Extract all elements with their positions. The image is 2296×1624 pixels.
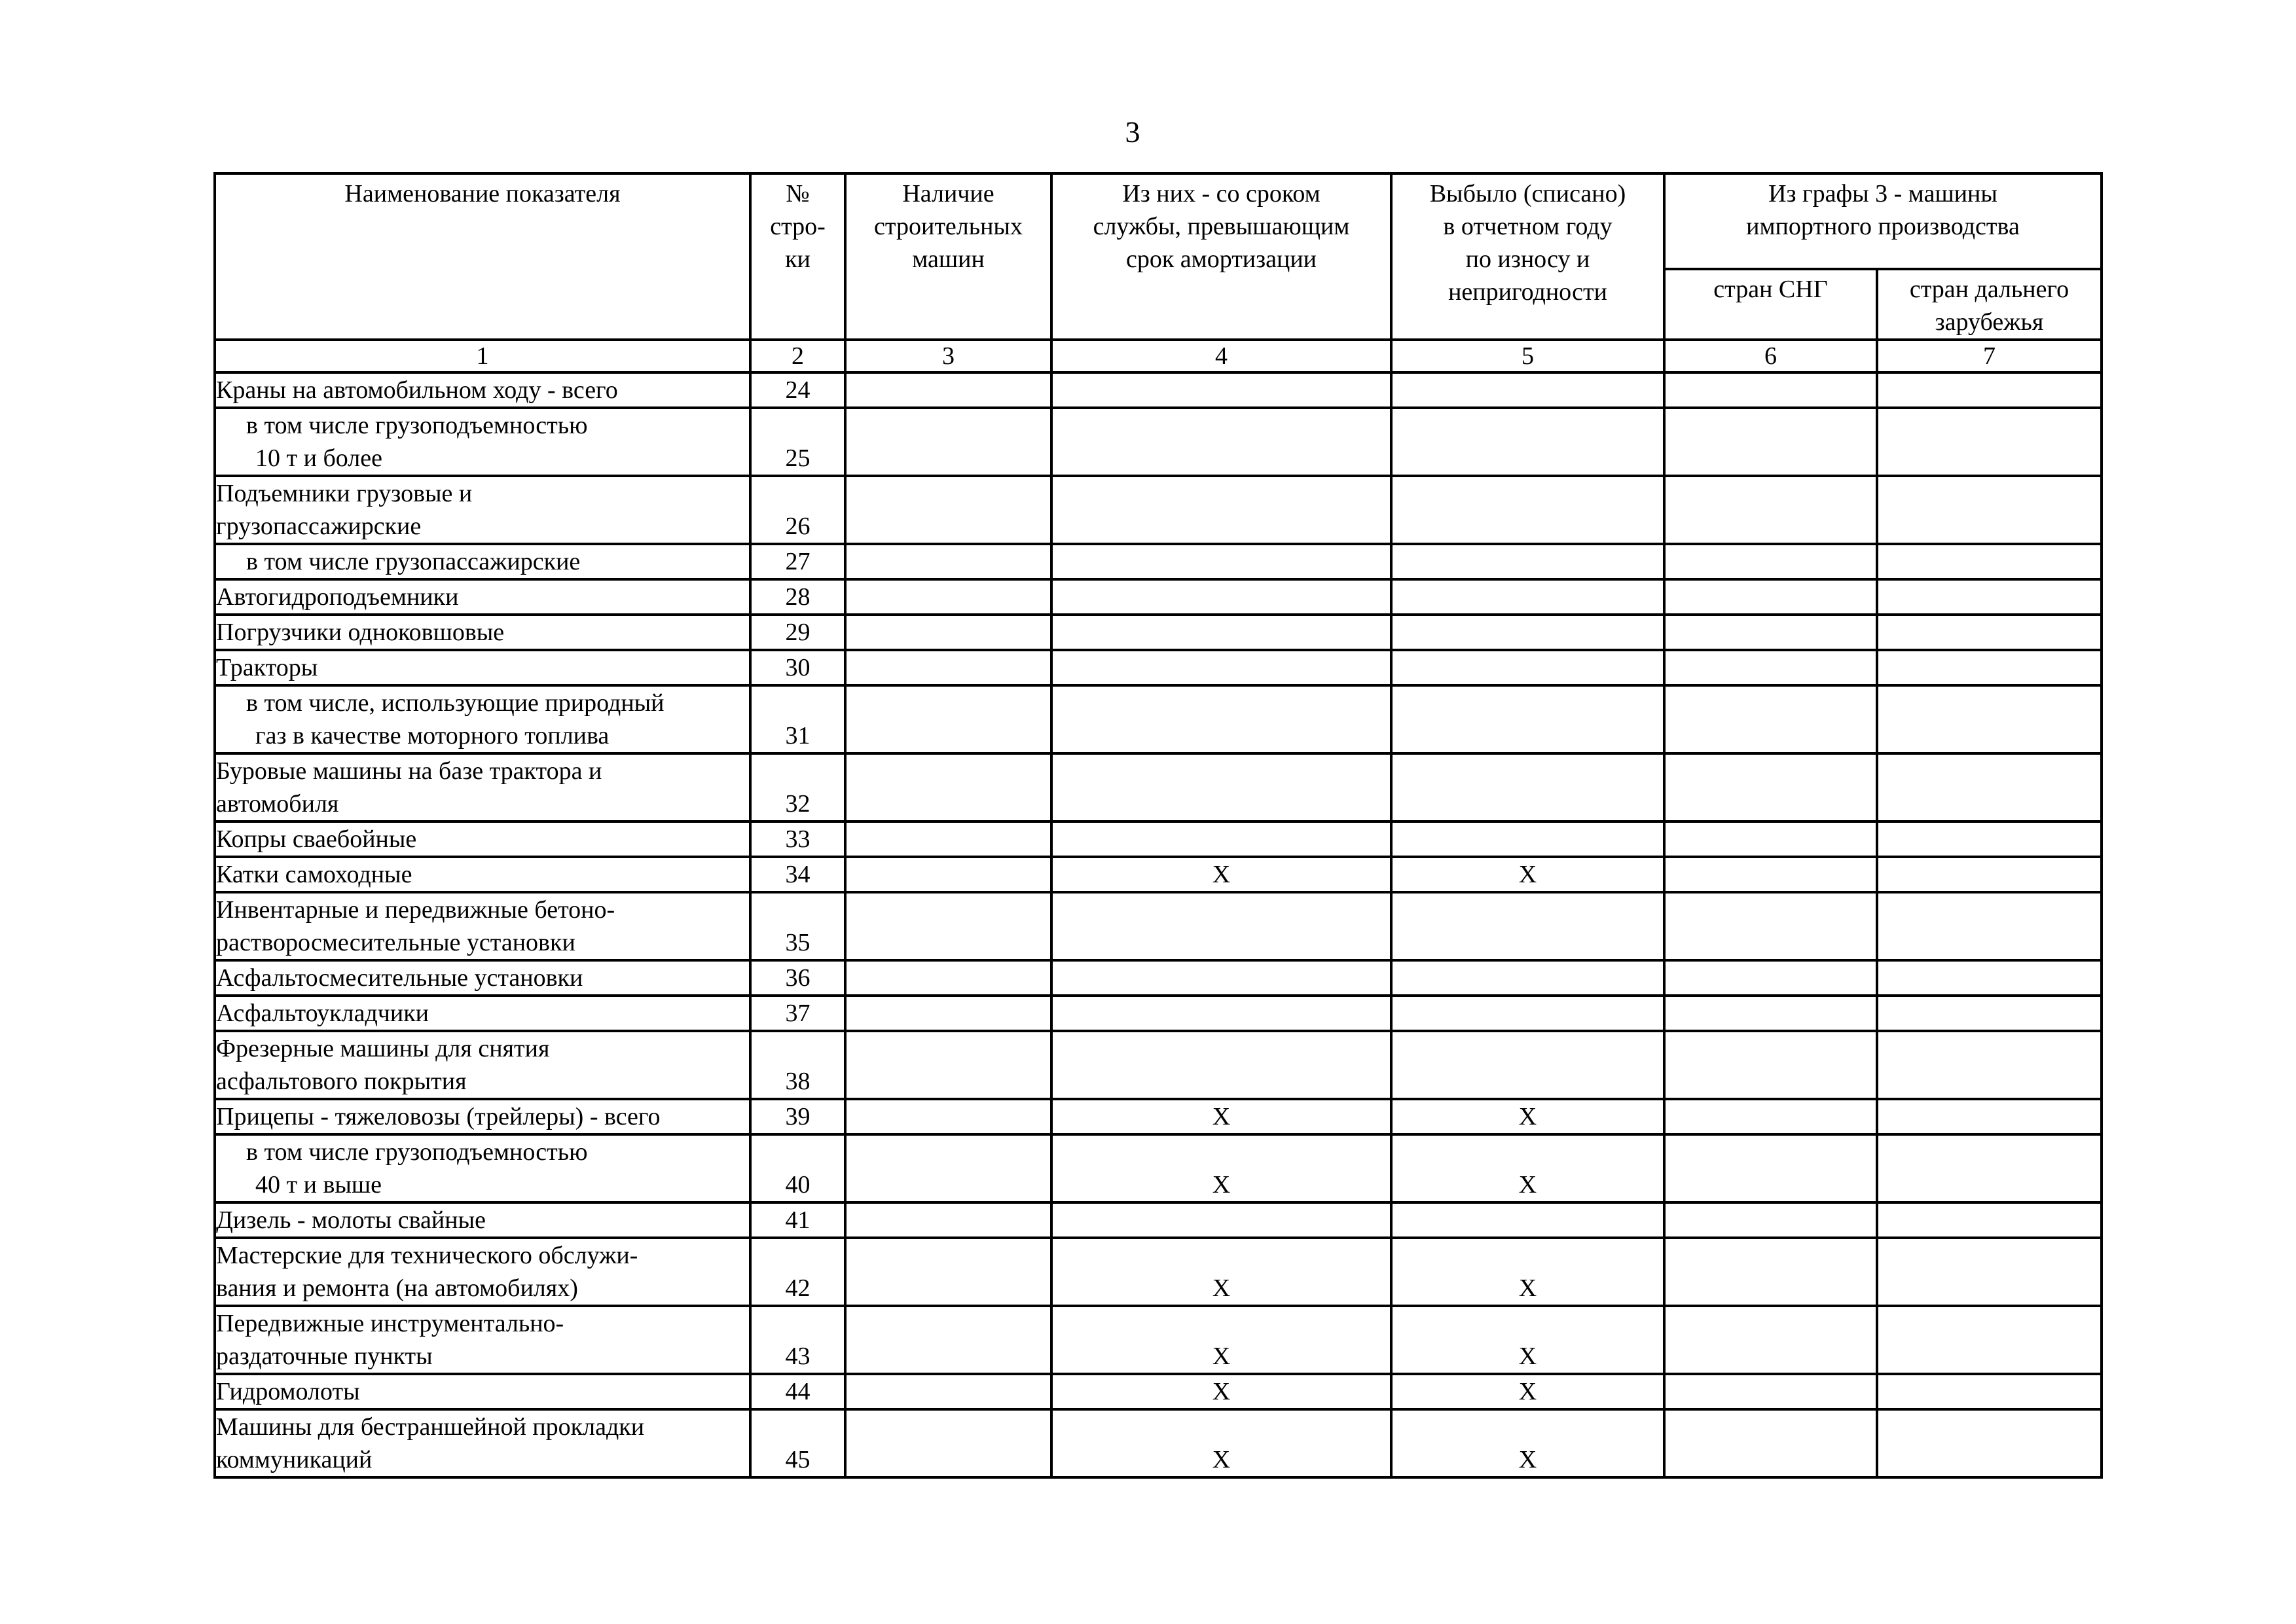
value-cell-col5[interactable]: [1391, 996, 1664, 1031]
row-number-cell: 41: [750, 1202, 845, 1238]
indicator-name-line: вания и ремонта (на автомобилях): [216, 1274, 578, 1302]
row-number-cell: 37: [750, 996, 845, 1031]
row-number-cell: 39: [750, 1099, 845, 1134]
machinery-form-table: [213, 172, 2103, 1479]
row-number-cell: 40: [750, 1134, 845, 1202]
table-row: [215, 821, 2102, 857]
header-line: зарубежья: [1935, 308, 2044, 336]
indicator-name-line: Тракторы: [216, 654, 318, 681]
indicator-name-line: 40 т и выше: [255, 1171, 382, 1199]
value-cell-col4[interactable]: [1051, 753, 1391, 821]
indicator-name-cell: [215, 1374, 750, 1409]
table-row: [215, 1306, 2102, 1374]
value-cell-col5[interactable]: [1391, 1031, 1664, 1099]
value-cell-col7[interactable]: [1877, 1238, 2102, 1306]
table-row: [215, 857, 2102, 892]
value-cell-col6[interactable]: [1664, 685, 1877, 753]
indicator-name-line: автомобиля: [216, 790, 339, 818]
value-cell-col4[interactable]: [1051, 650, 1391, 685]
indicator-name-line: асфальтового покрытия: [216, 1068, 467, 1095]
value-cell-col7[interactable]: [1877, 1409, 2102, 1477]
header-machines-available: [845, 173, 1051, 340]
column-number: 5: [1391, 340, 1664, 372]
indicator-name-line: Подъемники грузовые и: [216, 480, 473, 507]
value-cell-col6[interactable]: [1664, 1409, 1877, 1477]
value-cell-col3[interactable]: [845, 1306, 1051, 1374]
value-cell-col4[interactable]: [1051, 996, 1391, 1031]
value-cell-col5[interactable]: [1391, 372, 1664, 408]
value-cell-col5[interactable]: [1391, 1202, 1664, 1238]
indicator-name-line: Инвентарные и передвижные бетоно-: [216, 896, 615, 924]
value-cell-col7[interactable]: [1877, 857, 2102, 892]
header-line: срок амортизации: [1125, 245, 1317, 273]
header-line: стро-: [770, 213, 826, 240]
value-cell-col5[interactable]: [1391, 408, 1664, 476]
value-cell-col4[interactable]: X: [1051, 1134, 1391, 1202]
header-line: стран дальнего: [1909, 276, 2069, 303]
value-cell-col5[interactable]: X: [1391, 1306, 1664, 1374]
value-cell-col5[interactable]: [1391, 615, 1664, 650]
indicator-name-line: растворосмесительные установки: [216, 929, 575, 956]
value-cell-col6[interactable]: [1664, 615, 1877, 650]
header-line: по износу и: [1465, 245, 1590, 273]
header-line: Наличие: [902, 180, 994, 208]
value-cell-col4[interactable]: X: [1051, 1238, 1391, 1306]
row-number-cell: 35: [750, 892, 845, 960]
row-number-cell: 36: [750, 960, 845, 996]
indicator-name-line: газ в качестве моторного топлива: [255, 722, 610, 749]
indicator-name-line: Асфальтоукладчики: [216, 1000, 429, 1027]
header-written-off: [1391, 173, 1664, 340]
indicator-name-line: Автогидроподъемники: [216, 583, 459, 611]
value-cell-col4[interactable]: X: [1051, 857, 1391, 892]
column-number: 6: [1664, 340, 1877, 372]
header-line: ки: [785, 245, 811, 273]
value-cell-col5[interactable]: [1391, 476, 1664, 544]
row-number-cell: 29: [750, 615, 845, 650]
row-number-cell: 33: [750, 821, 845, 857]
indicator-name-cell: [215, 1099, 750, 1134]
value-cell-col6[interactable]: [1664, 372, 1877, 408]
value-cell-col4[interactable]: [1051, 1031, 1391, 1099]
value-cell-col6[interactable]: [1664, 821, 1877, 857]
indicator-name-line: Фрезерные машины для снятия: [216, 1035, 550, 1062]
value-cell-col7[interactable]: [1877, 1306, 2102, 1374]
value-cell-col3[interactable]: [845, 1409, 1051, 1477]
header-line: в отчетном году: [1443, 213, 1613, 240]
value-cell-col5[interactable]: [1391, 821, 1664, 857]
value-cell-col5[interactable]: [1391, 579, 1664, 615]
row-number-cell: 32: [750, 753, 845, 821]
row-number-cell: 28: [750, 579, 845, 615]
value-cell-col7[interactable]: [1877, 650, 2102, 685]
indicator-name-line: коммуникаций: [216, 1446, 373, 1473]
indicator-name-line: Машины для бестраншейной прокладки: [216, 1413, 645, 1441]
value-cell-col7[interactable]: [1877, 685, 2102, 753]
value-cell-col7[interactable]: [1877, 753, 2102, 821]
row-number-cell: 44: [750, 1374, 845, 1409]
value-cell-col6[interactable]: [1664, 476, 1877, 544]
indicator-name-line: Мастерские для технического обслужи-: [216, 1242, 638, 1269]
table-row: [215, 615, 2102, 650]
value-cell-col3[interactable]: [845, 960, 1051, 996]
table-row: [215, 892, 2102, 960]
value-cell-col5[interactable]: X: [1391, 1238, 1664, 1306]
row-number-cell: 26: [750, 476, 845, 544]
indicator-name-cell: [215, 1306, 750, 1374]
value-cell-col7[interactable]: [1877, 408, 2102, 476]
indicator-name-cell: [215, 821, 750, 857]
indicator-name-cell: [215, 579, 750, 615]
value-cell-col4[interactable]: [1051, 476, 1391, 544]
indicator-name-line: Катки самоходные: [216, 861, 412, 888]
value-cell-col4[interactable]: [1051, 1202, 1391, 1238]
value-cell-col5[interactable]: X: [1391, 1409, 1664, 1477]
value-cell-col6[interactable]: [1664, 1202, 1877, 1238]
header-indicator-name: Наименование показателя: [215, 173, 750, 340]
table-body: [215, 340, 2102, 1477]
indicator-name-cell: [215, 996, 750, 1031]
value-cell-col7[interactable]: [1877, 1031, 2102, 1099]
row-number-cell: 43: [750, 1306, 845, 1374]
value-cell-col3[interactable]: [845, 615, 1051, 650]
indicator-name-line: Гидромолоты: [216, 1378, 360, 1405]
header-cis-countries: стран СНГ: [1664, 269, 1877, 340]
value-cell-col7[interactable]: [1877, 960, 2102, 996]
indicator-name-line: Краны на автомобильном ходу - всего: [216, 376, 618, 404]
indicator-name-cell: [215, 960, 750, 996]
indicator-name-cell: [215, 372, 750, 408]
column-numbers-row: [215, 340, 2102, 372]
value-cell-col3[interactable]: [845, 1031, 1051, 1099]
indicator-name-line: Погрузчики одноковшовые: [216, 619, 505, 646]
table-row: [215, 476, 2102, 544]
value-cell-col7[interactable]: [1877, 821, 2102, 857]
value-cell-col3[interactable]: [845, 372, 1051, 408]
value-cell-col6[interactable]: [1664, 857, 1877, 892]
value-cell-col7[interactable]: [1877, 1202, 2102, 1238]
header-row-1: [215, 173, 2102, 269]
indicator-name-line: Прицепы - тяжеловозы (трейлеры) - всего: [216, 1103, 661, 1130]
table-row: [215, 1202, 2102, 1238]
table-row: [215, 372, 2102, 408]
value-cell-col6[interactable]: [1664, 1238, 1877, 1306]
indicator-name-cell: [215, 615, 750, 650]
value-cell-col4[interactable]: X: [1051, 1409, 1391, 1477]
value-cell-col3[interactable]: [845, 1374, 1051, 1409]
value-cell-col6[interactable]: [1664, 1306, 1877, 1374]
value-cell-col5[interactable]: [1391, 960, 1664, 996]
value-cell-col7[interactable]: [1877, 615, 2102, 650]
indicator-name-cell: [215, 1202, 750, 1238]
row-number-cell: 25: [750, 408, 845, 476]
value-cell-col3[interactable]: [845, 476, 1051, 544]
indicator-name-line: в том числе грузопассажирские: [246, 548, 581, 575]
value-cell-col4[interactable]: [1051, 544, 1391, 579]
header-far-abroad-countries: [1877, 269, 2102, 340]
value-cell-col6[interactable]: [1664, 892, 1877, 960]
value-cell-col4[interactable]: X: [1051, 1099, 1391, 1134]
indicator-name-line: в том числе грузоподъемностью: [246, 412, 588, 439]
value-cell-col4[interactable]: [1051, 579, 1391, 615]
value-cell-col6[interactable]: [1664, 544, 1877, 579]
row-number-cell: 42: [750, 1238, 845, 1306]
column-number: 2: [750, 340, 845, 372]
value-cell-col5[interactable]: X: [1391, 1374, 1664, 1409]
value-cell-col5[interactable]: X: [1391, 1134, 1664, 1202]
table-row: [215, 1031, 2102, 1099]
value-cell-col6[interactable]: [1664, 753, 1877, 821]
table-row: [215, 996, 2102, 1031]
value-cell-col3[interactable]: [845, 685, 1051, 753]
header-over-depreciation-term: [1051, 173, 1391, 340]
value-cell-col6[interactable]: [1664, 650, 1877, 685]
header-line: Из них - со сроком: [1122, 180, 1321, 208]
header-line: №: [786, 180, 810, 208]
value-cell-col7[interactable]: [1877, 476, 2102, 544]
value-cell-col7[interactable]: [1877, 892, 2102, 960]
value-cell-col6[interactable]: [1664, 996, 1877, 1031]
value-cell-col7[interactable]: [1877, 372, 2102, 408]
row-number-cell: 45: [750, 1409, 845, 1477]
table-row: [215, 650, 2102, 685]
value-cell-col3[interactable]: [845, 650, 1051, 685]
indicator-name-line: в том числе, использующие природный: [246, 689, 665, 717]
table-row: [215, 1409, 2102, 1477]
indicator-name-cell: [215, 685, 750, 753]
indicator-name-cell: [215, 892, 750, 960]
header-line: импортного производства: [1746, 213, 2020, 240]
table-row: [215, 544, 2102, 579]
value-cell-col3[interactable]: [845, 892, 1051, 960]
indicator-name-line: Буровые машины на базе трактора и: [216, 757, 602, 785]
indicator-name-line: Копры сваебойные: [216, 825, 417, 853]
value-cell-col5[interactable]: [1391, 753, 1664, 821]
header-row-number: [750, 173, 845, 340]
indicator-name-line: Дизель - молоты свайные: [216, 1206, 486, 1234]
value-cell-col3[interactable]: [845, 996, 1051, 1031]
indicator-name-cell: [215, 476, 750, 544]
header-line: Выбыло (списано): [1429, 180, 1626, 208]
value-cell-col6[interactable]: [1664, 1099, 1877, 1134]
value-cell-col3[interactable]: [845, 579, 1051, 615]
value-cell-col4[interactable]: [1051, 615, 1391, 650]
indicator-name-cell: [215, 1031, 750, 1099]
table-row: [215, 753, 2102, 821]
value-cell-col3[interactable]: [845, 1238, 1051, 1306]
header-line: строительных: [874, 213, 1023, 240]
header-line: службы, превышающим: [1093, 213, 1350, 240]
indicator-name-cell: [215, 408, 750, 476]
table-row: [215, 408, 2102, 476]
column-number: 1: [215, 340, 750, 372]
header-line: машин: [912, 245, 985, 273]
table-row: [215, 685, 2102, 753]
column-number: 3: [845, 340, 1051, 372]
indicator-name-cell: [215, 1238, 750, 1306]
row-number-cell: 27: [750, 544, 845, 579]
value-cell-col6[interactable]: [1664, 408, 1877, 476]
indicator-name-cell: [215, 857, 750, 892]
value-cell-col3[interactable]: [845, 821, 1051, 857]
value-cell-col7[interactable]: [1877, 1134, 2102, 1202]
indicator-name-line: 10 т и более: [255, 444, 382, 472]
value-cell-col3[interactable]: [845, 753, 1051, 821]
value-cell-col5[interactable]: [1391, 892, 1664, 960]
column-number: 7: [1877, 340, 2102, 372]
value-cell-col3[interactable]: [845, 408, 1051, 476]
column-number: 4: [1051, 340, 1391, 372]
value-cell-col3[interactable]: [845, 1099, 1051, 1134]
value-cell-col5[interactable]: X: [1391, 1099, 1664, 1134]
row-number-cell: 34: [750, 857, 845, 892]
value-cell-col5[interactable]: [1391, 544, 1664, 579]
indicator-name-line: раздаточные пункты: [216, 1343, 433, 1370]
value-cell-col7[interactable]: [1877, 996, 2102, 1031]
table-row: [215, 1374, 2102, 1409]
page-number: 3: [1125, 115, 1140, 149]
indicator-name-cell: [215, 544, 750, 579]
row-number-cell: 30: [750, 650, 845, 685]
value-cell-col4[interactable]: X: [1051, 1374, 1391, 1409]
value-cell-col4[interactable]: X: [1051, 1306, 1391, 1374]
value-cell-col4[interactable]: [1051, 408, 1391, 476]
table-row: [215, 1238, 2102, 1306]
row-number-cell: 38: [750, 1031, 845, 1099]
indicator-name-line: Передвижные инструментально-: [216, 1310, 564, 1337]
value-cell-col4[interactable]: [1051, 960, 1391, 996]
indicator-name-cell: [215, 1409, 750, 1477]
indicator-name-cell: [215, 753, 750, 821]
row-number-cell: 31: [750, 685, 845, 753]
indicator-name-cell: [215, 650, 750, 685]
value-cell-col4[interactable]: [1051, 685, 1391, 753]
row-number-cell: 24: [750, 372, 845, 408]
header-line: непригодности: [1448, 278, 1607, 306]
value-cell-col5[interactable]: [1391, 685, 1664, 753]
table-row: [215, 579, 2102, 615]
value-cell-col6[interactable]: [1664, 1134, 1877, 1202]
value-cell-col7[interactable]: [1877, 1099, 2102, 1134]
table-row: [215, 960, 2102, 996]
value-cell-col6[interactable]: [1664, 1031, 1877, 1099]
value-cell-col6[interactable]: [1664, 1374, 1877, 1409]
value-cell-col6[interactable]: [1664, 960, 1877, 996]
header-imported-machines: [1664, 173, 2102, 269]
table-row: [215, 1134, 2102, 1202]
value-cell-col6[interactable]: [1664, 579, 1877, 615]
value-cell-col7[interactable]: [1877, 1374, 2102, 1409]
indicator-name-line: Асфальтосмесительные установки: [216, 964, 583, 992]
indicator-name-line: грузопассажирские: [216, 513, 422, 540]
value-cell-col7[interactable]: [1877, 544, 2102, 579]
header-line: Из графы 3 - машины: [1768, 180, 1997, 208]
value-cell-col3[interactable]: [845, 1134, 1051, 1202]
value-cell-col5[interactable]: X: [1391, 857, 1664, 892]
value-cell-col4[interactable]: [1051, 372, 1391, 408]
value-cell-col7[interactable]: [1877, 579, 2102, 615]
value-cell-col4[interactable]: [1051, 892, 1391, 960]
value-cell-col4[interactable]: [1051, 821, 1391, 857]
value-cell-col3[interactable]: [845, 857, 1051, 892]
value-cell-col3[interactable]: [845, 1202, 1051, 1238]
value-cell-col3[interactable]: [845, 544, 1051, 579]
value-cell-col5[interactable]: [1391, 650, 1664, 685]
table-row: [215, 1099, 2102, 1134]
indicator-name-line: в том числе грузоподъемностью: [246, 1138, 588, 1166]
indicator-name-cell: [215, 1134, 750, 1202]
